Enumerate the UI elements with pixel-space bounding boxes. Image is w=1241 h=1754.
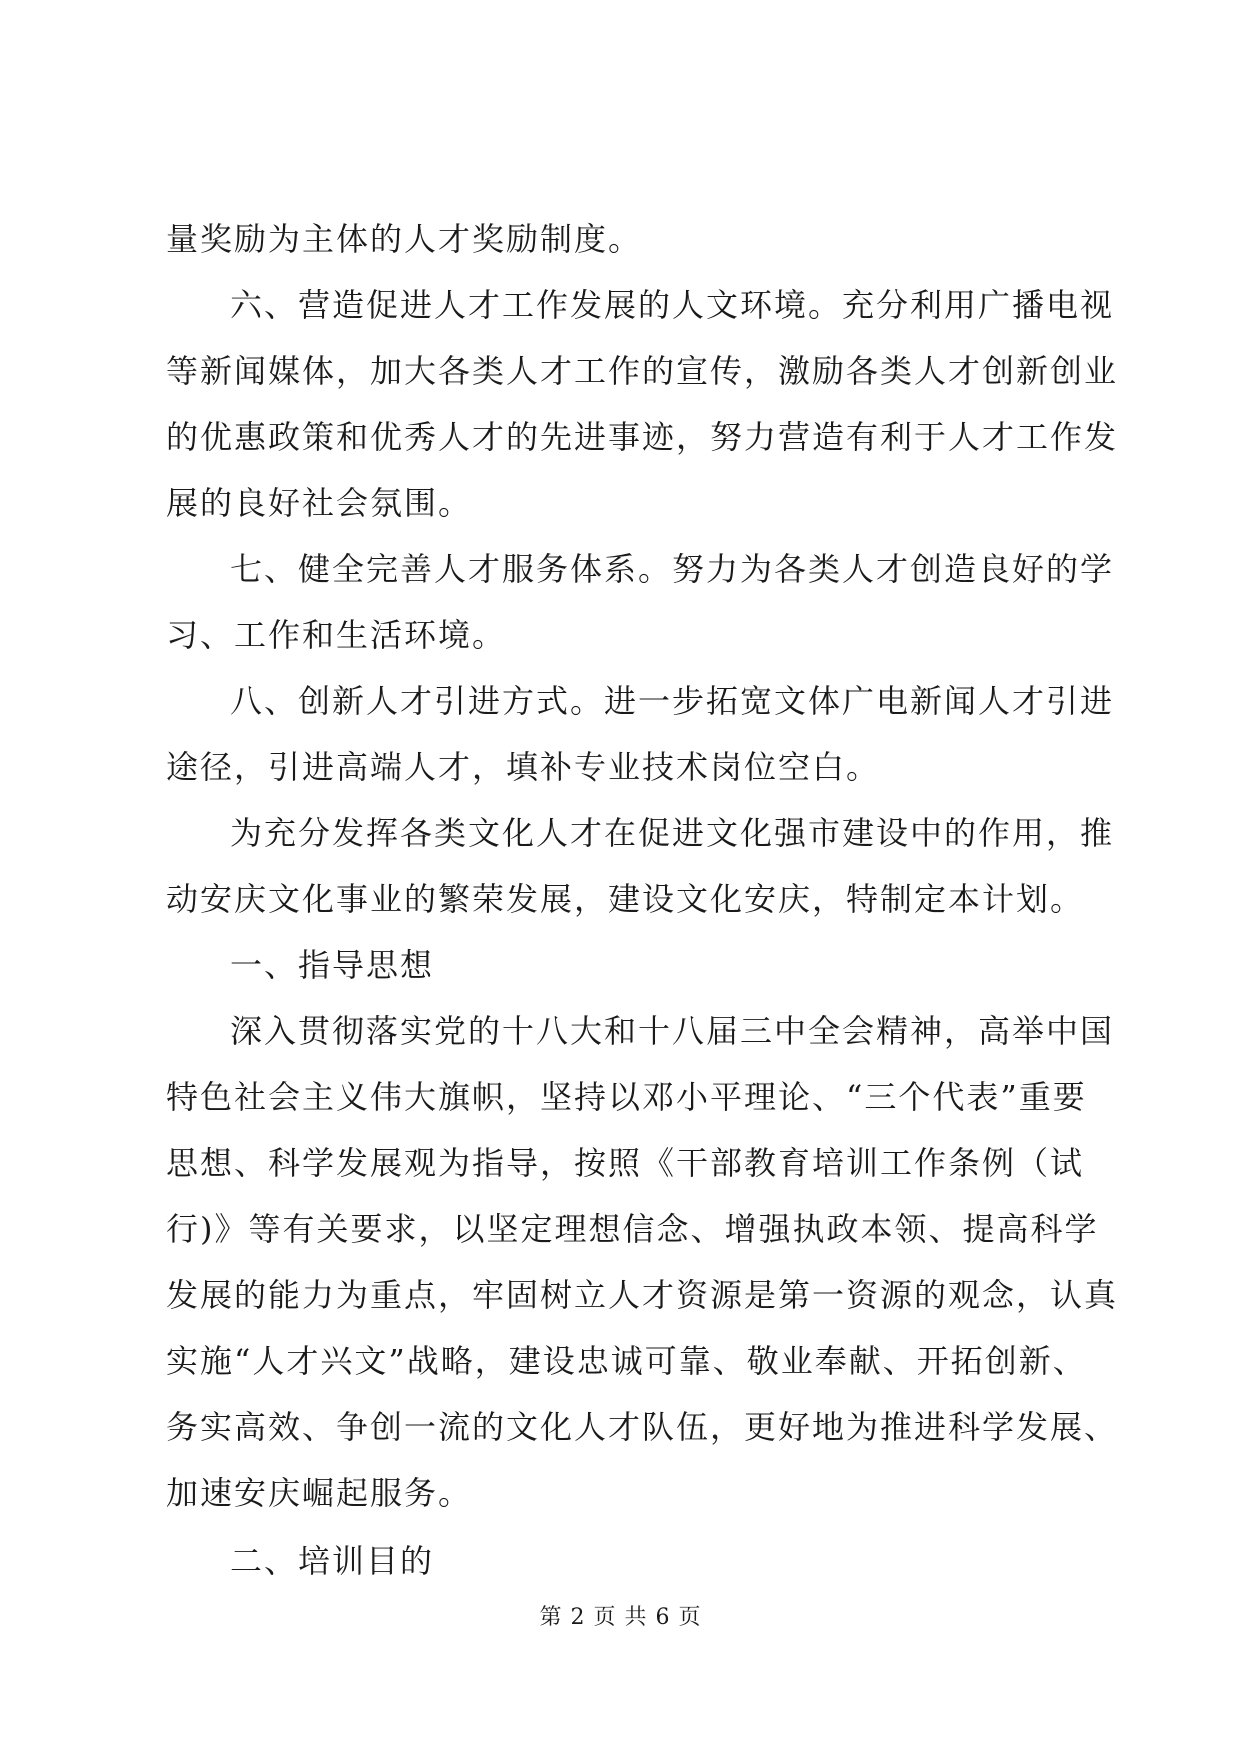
text-line: 行)》等有关要求，以坚定理想信念、增强执政本领、提高科学 (166, 1210, 1099, 1248)
document-body (166, 206, 1119, 1594)
section-heading: 二、培训目的 (230, 1542, 435, 1580)
text-line: 发展的能力为重点，牢固树立人才资源是第一资源的观念，认真 (166, 1276, 1119, 1314)
text-line: 六、营造促进人才工作发展的人文环境。充分利用广播电视 (230, 286, 1115, 324)
section-heading: 一、指导思想 (230, 946, 435, 984)
text-line: 量奖励为主体的人才奖励制度。 (166, 220, 643, 258)
text-line: 等新闻媒体，加大各类人才工作的宣传，激励各类人才创新创业 (166, 352, 1119, 390)
text-line: 习、工作和生活环境。 (166, 616, 507, 654)
page-footer (0, 1600, 1241, 1631)
text-line: 途径，引进高端人才，填补专业技术岗位空白。 (166, 748, 881, 786)
page-number-label: 第 2 页 共 6 页 (539, 1605, 702, 1630)
text-line: 展的良好社会氛围。 (166, 484, 473, 522)
text-line: 加速安庆崛起服务。 (166, 1474, 473, 1512)
text-line: 深入贯彻落实党的十八大和十八届三中全会精神，高举中国 (230, 1012, 1115, 1050)
text-line: 的优惠政策和优秀人才的先进事迹，努力营造有利于人才工作发 (166, 418, 1119, 456)
text-line: 思想、科学发展观为指导，按照《干部教育培训工作条例（试 (166, 1144, 1085, 1182)
text-line: 七、健全完善人才服务体系。努力为各类人才创造良好的学 (230, 550, 1115, 588)
text-line: 实施“人才兴文”战略，建设忠诚可靠、敬业奉献、开拓创新、 (166, 1342, 1087, 1380)
text-line: 八、创新人才引进方式。进一步拓宽文体广电新闻人才引进 (230, 682, 1115, 720)
text-line: 务实高效、争创一流的文化人才队伍，更好地为推进科学发展、 (166, 1408, 1119, 1446)
text-line: 特色社会主义伟大旗帜，坚持以邓小平理论、“三个代表”重要 (166, 1078, 1087, 1116)
text-line: 为充分发挥各类文化人才在促进文化强市建设中的作用，推 (230, 814, 1115, 852)
text-line: 动安庆文化事业的繁荣发展，建设文化安庆，特制定本计划。 (166, 880, 1085, 918)
